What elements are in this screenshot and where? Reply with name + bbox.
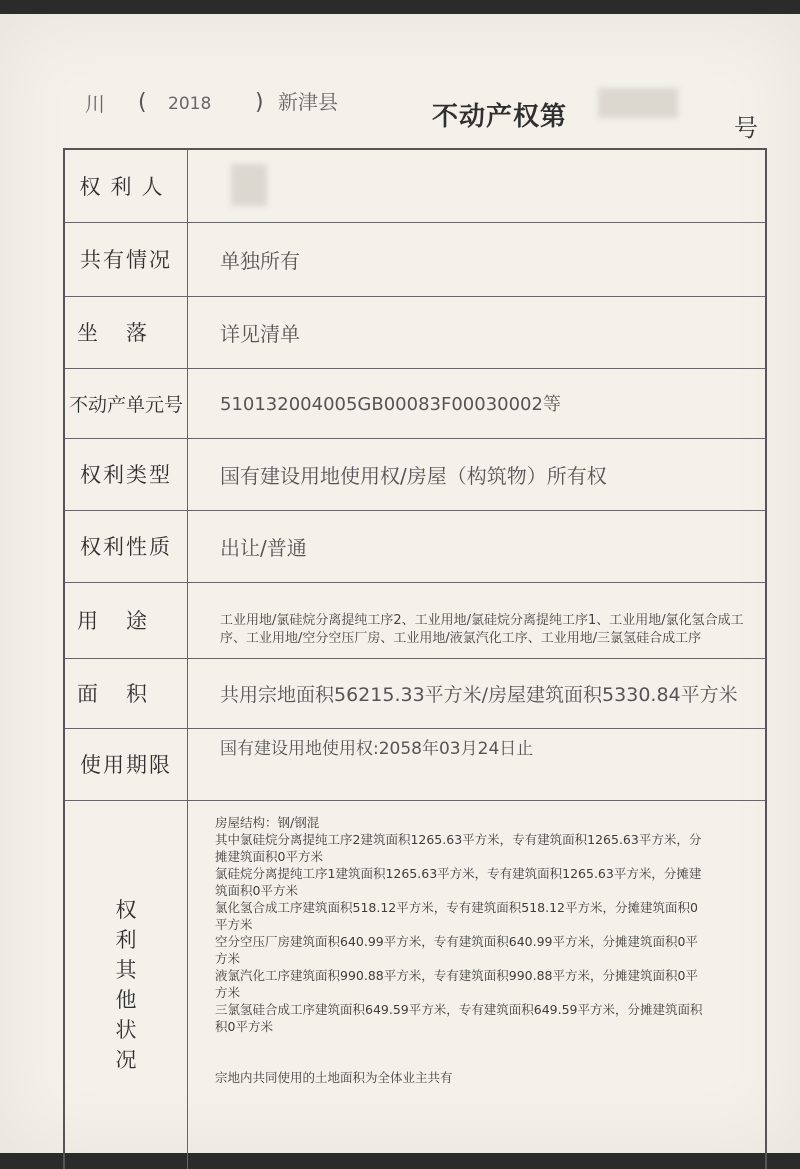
usage-value: 工业用地/氯硅烷分离提纯工序2、工业用地/氯硅烷分离提纯工序1、工业用地/氯化氢合成工序、工业用地/空分空压厂房、工业用地/液氯汽化工序、工业用地/三氯氢硅合成工序 [220, 613, 744, 646]
redacted-owner [231, 164, 267, 206]
detail-line: 氯化氢合成工序建筑面积518.12平方米，专有建筑面积518.12平方米，分摊建筑面积0 [215, 900, 698, 915]
detail-line [215, 1052, 755, 1069]
term-label: 使用期限 [65, 728, 188, 800]
row-right-type [65, 438, 765, 511]
location-value: 详见清单 [220, 321, 300, 346]
redacted-cert-number [598, 88, 678, 118]
year: 2018 [168, 94, 212, 114]
right-type-label: 权利类型 [65, 438, 188, 510]
detail-line: 摊建筑面积0平方米 [215, 849, 323, 864]
detail-line: 筑面积0平方米 [215, 883, 298, 898]
other-label-char-2: 利 [115, 927, 137, 952]
row-right-nature [65, 510, 765, 583]
info-table [63, 148, 767, 1169]
detail-line: 平方米 [215, 917, 253, 932]
year-close-paren: ) [255, 90, 264, 115]
row-ownership [65, 222, 765, 297]
owner-label: 权利人 [65, 150, 188, 222]
row-other [65, 800, 765, 1169]
area-label: 面积 [65, 658, 188, 728]
other-label-char-5: 状 [115, 1017, 137, 1042]
row-owner [65, 150, 765, 223]
unit-no-value: 510132004005GB00083F00030002等 [220, 394, 561, 415]
usage-label: 用途 [65, 582, 188, 658]
other-label-char-4: 他 [115, 987, 137, 1012]
right-nature-value: 出让/普通 [220, 535, 307, 560]
cert-prefix: 不动产权第 [432, 102, 568, 132]
cert-suffix: 号 [734, 114, 758, 142]
detail-line: 液氯汽化工序建筑面积990.88平方米，专有建筑面积990.88平方米，分摊建筑面积0平 [215, 968, 698, 983]
detail-line: 方米 [215, 951, 241, 966]
other-label-char-3: 其 [115, 957, 137, 982]
row-unit-no [65, 368, 765, 439]
term-value: 国有建设用地使用权:2058年03月24日止 [220, 739, 534, 759]
year-open-paren: ( [138, 90, 147, 115]
province-abbrev: 川 [85, 92, 105, 116]
certificate-page [0, 14, 800, 1153]
detail-line: 空分空压厂房建筑面积640.99平方米，专有建筑面积640.99平方米，分摊建筑面积0平 [215, 934, 698, 949]
right-type-value: 国有建设用地使用权/房屋（构筑物）所有权 [220, 463, 607, 488]
detail-line: 方米 [215, 985, 241, 1000]
row-term [65, 728, 765, 801]
detail-line-shared-land: 宗地内共同使用的土地面积为全体业主共有 [215, 1070, 453, 1085]
row-area [65, 658, 765, 729]
county: 新津县 [278, 90, 338, 114]
row-location [65, 296, 765, 369]
other-details [215, 814, 755, 1086]
row-usage [65, 582, 765, 659]
detail-line [215, 1035, 755, 1052]
detail-line: 积0平方米 [215, 1019, 273, 1034]
location-label: 坐落 [65, 296, 188, 368]
other-label-char-6: 况 [115, 1047, 137, 1072]
detail-line: 其中氯硅烷分离提纯工序2建筑面积1265.63平方米，专有建筑面积1265.63平方米，分 [215, 832, 702, 847]
other-label-char-1: 权 [115, 897, 137, 922]
detail-line: 三氯氢硅合成工序建筑面积649.59平方米，专有建筑面积649.59平方米，分摊建筑面积 [215, 1002, 703, 1017]
area-value: 共用宗地面积56215.33平方米/房屋建筑面积5330.84平方米 [220, 683, 738, 706]
ownership-label: 共有情况 [65, 222, 188, 296]
ownership-value: 单独所有 [220, 248, 300, 273]
detail-line: 房屋结构：钢/钢混 [215, 815, 320, 830]
detail-line: 氯硅烷分离提纯工序1建筑面积1265.63平方米，专有建筑面积1265.63平方米，分摊建 [215, 866, 702, 881]
right-nature-label: 权利性质 [65, 510, 188, 582]
other-label [65, 800, 188, 1169]
unit-no-label: 不动产单元号 [65, 368, 188, 438]
